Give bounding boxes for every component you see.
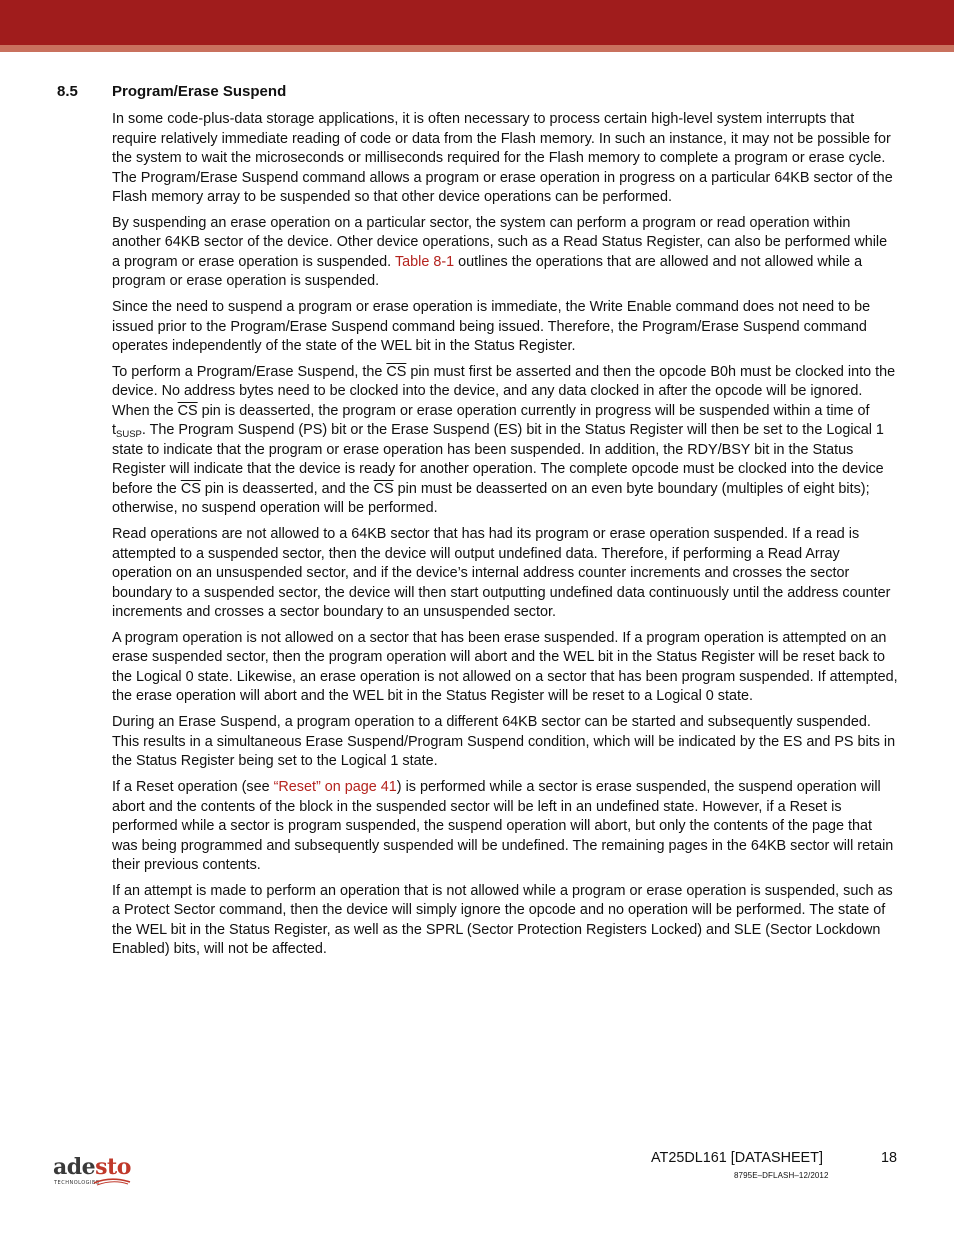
cs-signal: $\overline{CS}$ (386, 363, 407, 380)
table-8-1-link[interactable]: Table 8-1 (394, 253, 455, 270)
paragraph-4: To perform a Program/Erase Suspend, the $\overline{CS}$ pin must first be asserted and then the opcode B0h must be clocked into the device. No address bytes need to be clocked into the device, and any data clocked in after the opcode will be ignored. When the $\overline{CS}$ pin is deasserted, the program or erase operation currently in progress will be suspended within a time of $t_{SUSP}$. The Program Suspend (PS) bit or the Erase Suspend (ES) bit in the Status Register will then be set to the Logical 1 state to indicate that the program or erase operation has been suspended. In addition, the RDY/BSY bit in the Status Register will indicate that the device is ready for another operation. The complete opcode must be clocked into the device before the $\overline{CS}$ pin is deasserted, and the $\overline{CS}$ pin must be deasserted on an even byte boundary (multiples of eight bits); otherwise, no suspend operation will be performed. (112, 363, 896, 517)
section-title: Program/Erase Suspend (112, 83, 287, 100)
section-heading (57, 83, 286, 100)
cs-signal: $\overline{CS}$ (373, 480, 394, 497)
paragraph-1: In some code-plus-data storage applications, it is often necessary to process certain high-level system interrupts that require relatively immediate reading of code or data from the Flash memory. In such an instance, it may not be possible for the system to wait the microseconds or milliseconds required for the Flash memory to complete a program or erase cycle. The Program/Erase Suspend command allows a program or erase operation in progress on a particular 64KB sector of the Flash memory array to be suspended so that other device operations can be performed. (112, 111, 893, 205)
paragraph-2: By suspending an erase operation on a particular sector, the system can perform a program or read operation within another 64KB sector of the device. Other device operations, such as a Read Status Register, can also be performed while a program or erase operation is suspended. Table 8-1 outlines the operations that are allowed and not allowed while a program or erase operation is suspended. (112, 214, 888, 290)
footer-doc-title: AT25DL161 [DATASHEET] (651, 1150, 823, 1166)
paragraph-3: Since the need to suspend a program or erase operation is immediate, the Write Enable command does not need to be issued prior to the Program/Erase Suspend command being issued. Therefore, the Program/Erase Suspend command operates independently of the state of the WEL bit in the Status Register. (112, 299, 871, 355)
header-band (0, 0, 954, 45)
paragraph-9: If an attempt is made to perform an operation that is not allowed while a program or erase operation is suspended, such as a Protect Sector command, then the device will simply ignore the opcode and no operation will be performed. The state of the WEL bit in the Status Register, as well as the SPRL (Sector Protection Registers Locked) and SLE (Sector Lockdown Enabled) bits, will not be affected. (112, 882, 893, 958)
header-stripe (0, 45, 954, 52)
cs-signal: $\overline{CS}$ (177, 402, 198, 419)
logo-swoosh-icon (93, 1177, 131, 1187)
paragraph-5: Read operations are not allowed to a 64KB sector that has had its program or erase operation suspended. If a read is attempted to a suspended sector, then the device will output undefined data. Therefore, if performing a Read Array operation on an unsuspended sector, and if the device’s internal address counter increments and crosses the sector boundary to a suspended sector, the device will then start outputting undefined data continuously until the address counter increments and crosses a sector boundary to an unsuspended sector. (112, 526, 891, 621)
cs-signal: $\overline{CS}$ (180, 480, 201, 497)
paragraph-8: If a Reset operation (see “Reset” on page 41) is performed while a sector is erase suspended, the suspend operation will abort and the contents of the block in the suspended sector will be left in an undefined state. However, if a Reset is performed while a sector is program suspended, the suspend operation will abort, but only the contents of the page that was being programmed and subsequently suspended will be undefined. The remaining pages in the 64KB sector will retain their previous contents. (112, 779, 894, 874)
section-number: 8.5 (57, 83, 78, 100)
tsusp-subscript: SUSP (116, 429, 142, 441)
logo-tagline: TECHNOLOGIES (54, 1180, 100, 1186)
footer-page-number: 18 (881, 1150, 898, 1166)
body-text (112, 110, 898, 966)
paragraph-6: A program operation is not allowed on a sector that has been erase suspended. If a program operation is attempted on an erase suspended sector, then the program operation will abort and the WEL bit in the Status Register will be reset back to the Logical 0 state. Likewise, an erase operation is not allowed on a sector that has been program suspended. If attempted, the erase operation will abort and the WEL bit in the Status Register will be reset to a Logical 0 state. (112, 629, 898, 705)
paragraph-7: During an Erase Suspend, a program operation to a different 64KB sector can be started and subsequently suspended. This results in a simultaneous Erase Suspend/Program Suspend condition, which will be indicated by the ES and PS bits in the Status Register being set to the Logical 1 state. (112, 714, 896, 770)
footer-doc-code: 8795E–DFLASH–12/2012 (734, 1171, 829, 1180)
adesto-logo: adesto TECHNOLOGIES (53, 1154, 131, 1186)
reset-page-link[interactable]: “Reset” on page 41 (273, 779, 397, 796)
